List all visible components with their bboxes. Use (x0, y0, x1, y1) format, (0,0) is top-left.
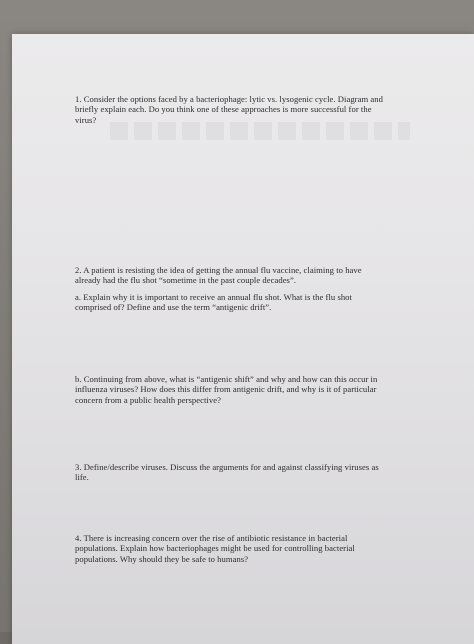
question-2b (75, 374, 420, 405)
question-3-text: 3. Define/describe viruses. Discuss the arguments for and against classifying viruses as life. (75, 462, 379, 483)
question-1-text: 1. Consider the options faced by a bacteriophage: lytic vs. lysogenic cycle. Diagram and briefly explain each. Do you think one of these approaches is more successful for the virus? (75, 94, 383, 125)
question-4 (75, 533, 420, 564)
question-2-text: 2. A patient is resisting the idea of getting the annual flu vaccine, claiming to have already had the flu shot “sometime in the past couple decades”. (75, 265, 362, 286)
question-2a-text: a. Explain why it is important to receive an annual flu shot. What is the flu shot comprised of? Define and use the term “antigenic drift”. (75, 291, 352, 312)
question-2 (75, 265, 420, 312)
question-4-text: 4. There is increasing concern over the rise of antibiotic resistance in bacterial populations. Explain how bacteriophages might be used for controlling bacterial populations. Why should they be safe to humans? (75, 533, 355, 564)
question-2b-text: b. Continuing from above, what is “antigenic shift” and why and how can this occur in influenza viruses? How does this differ from antigenic drift, and why is it of particular concern from a public health perspective? (75, 374, 378, 405)
question-1 (75, 94, 420, 125)
question-3 (75, 462, 420, 483)
